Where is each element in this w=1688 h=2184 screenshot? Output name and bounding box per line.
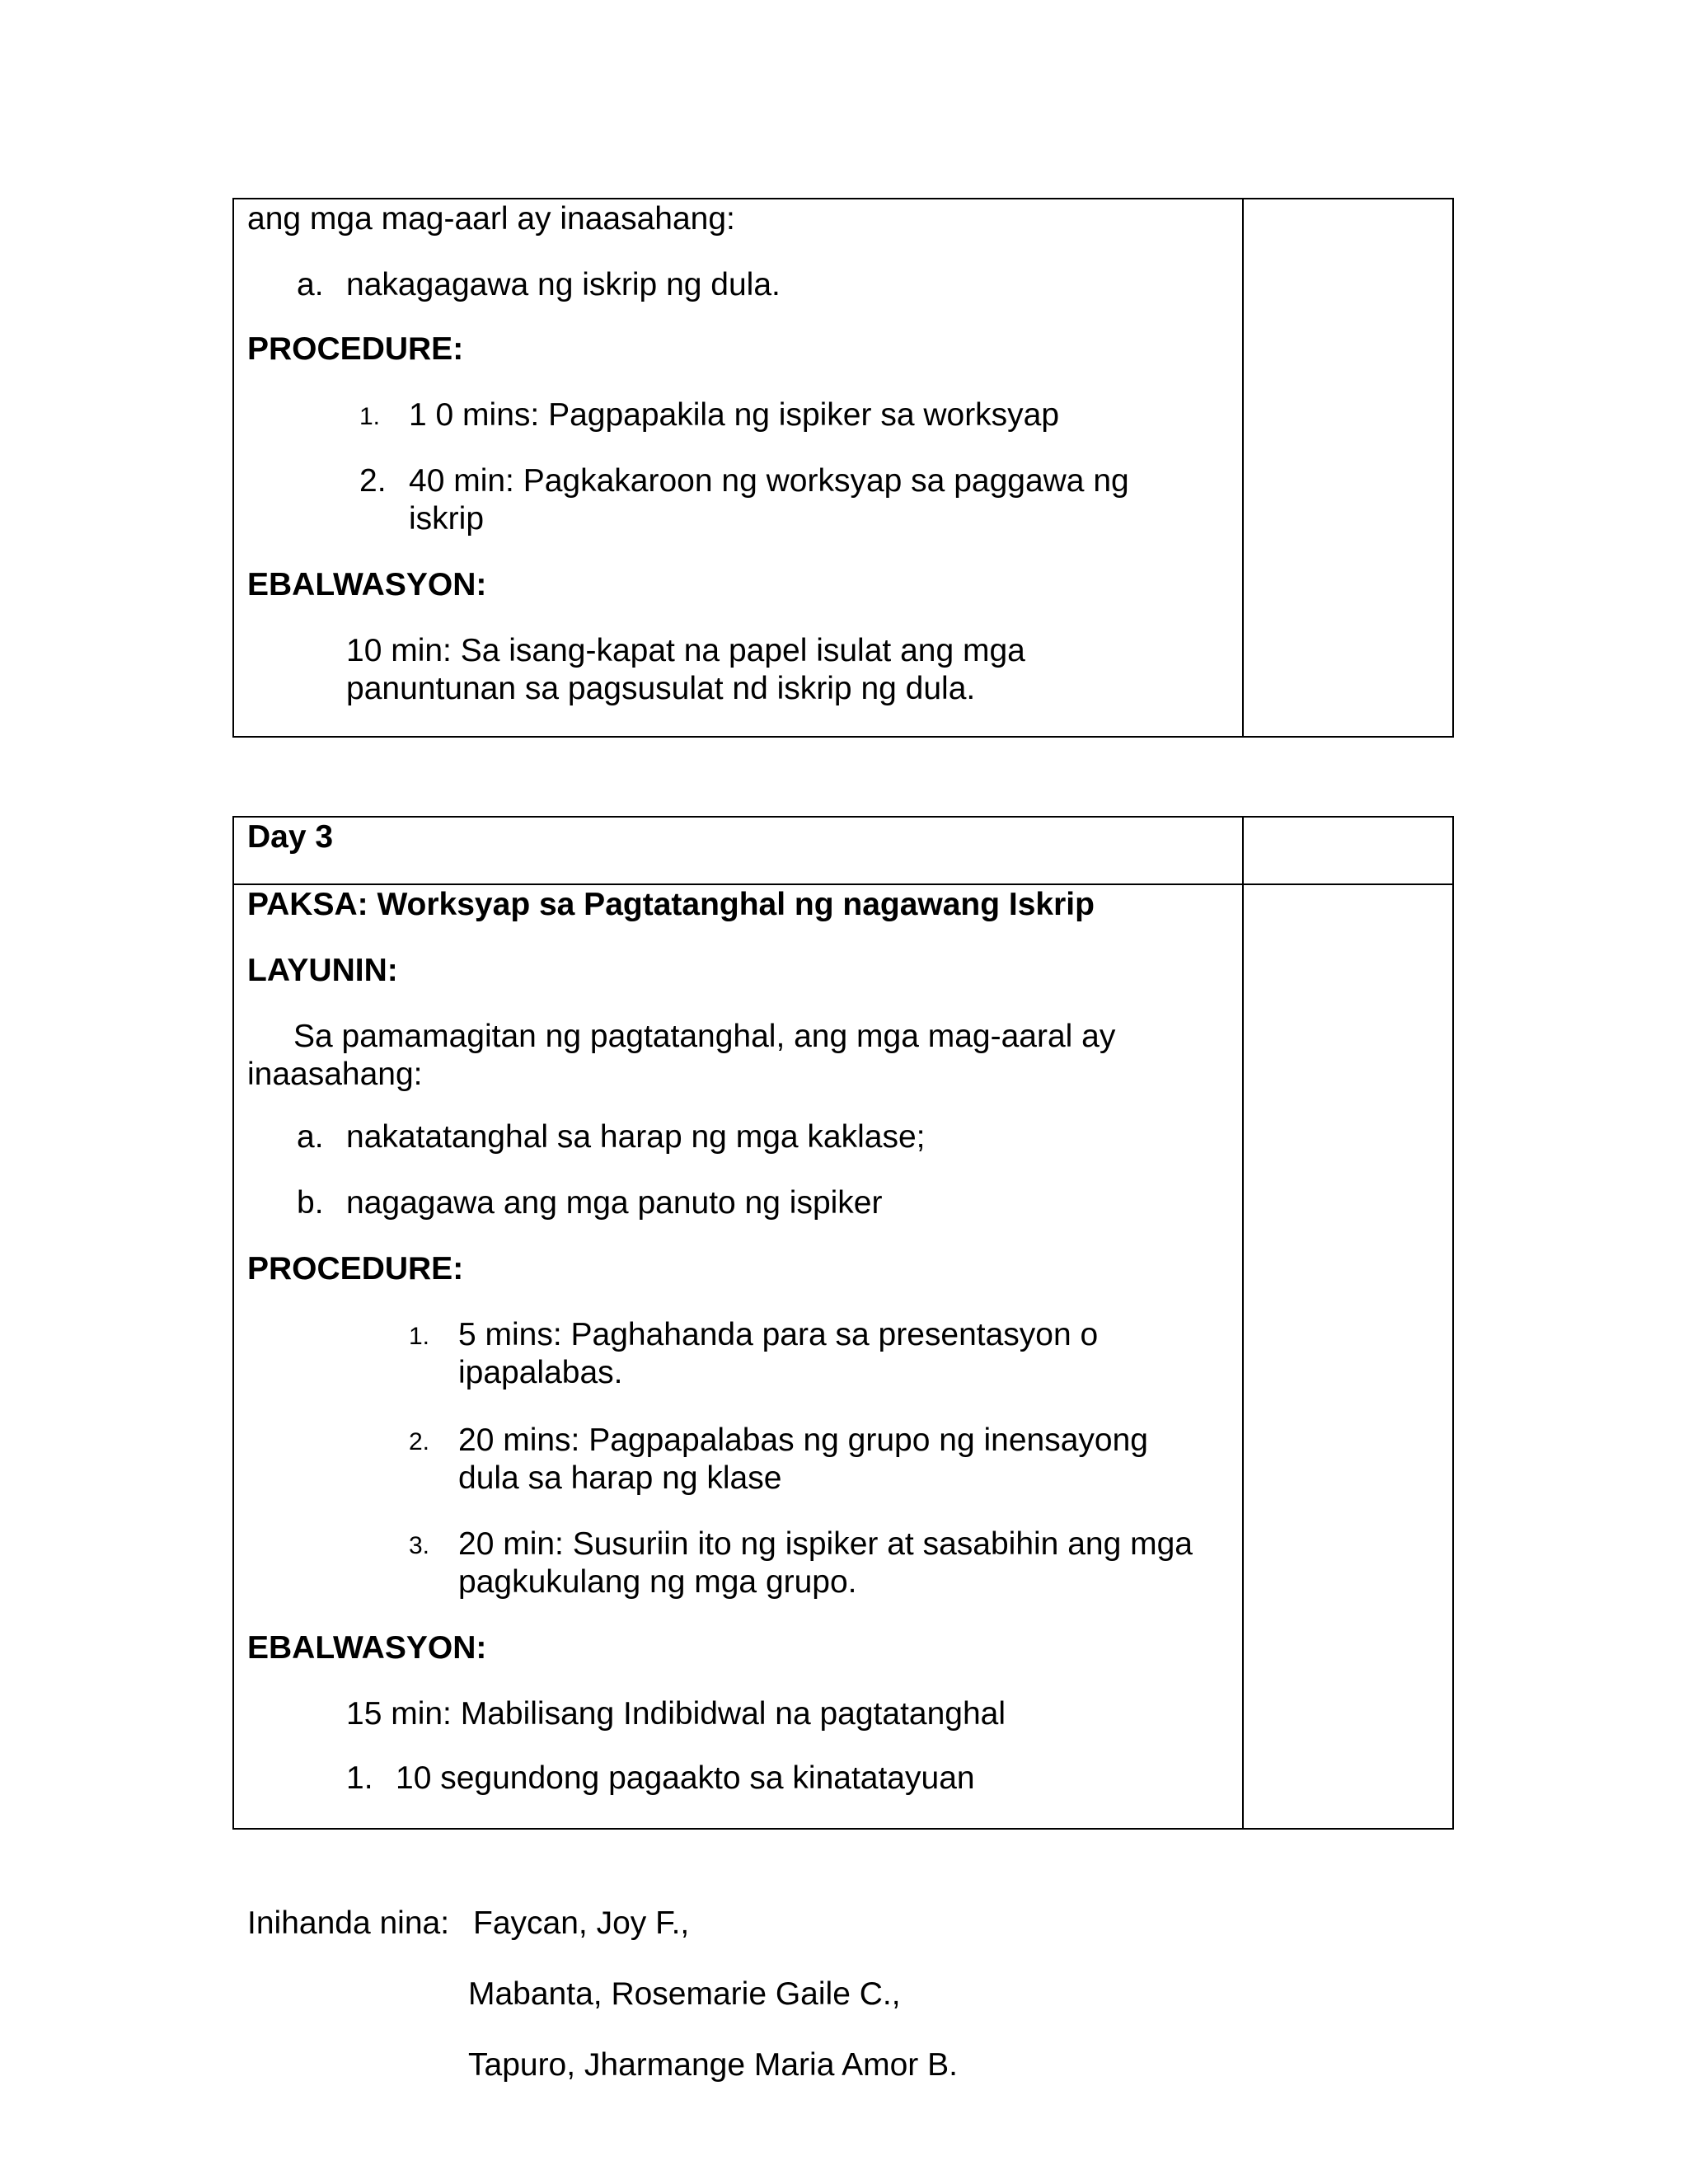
procedure-text: 20 mins: Pagpapalabas ng grupo ng inensayong	[458, 1422, 1148, 1458]
procedure-marker: 2.	[409, 1428, 430, 1455]
procedure-heading: PROCEDURE:	[247, 331, 464, 367]
objective-intro: Sa pamamagitan ng pagtatanghal, ang mga mag-aaral ay	[293, 1019, 1116, 1054]
procedure-marker: 1.	[409, 1323, 430, 1350]
objective-heading: LAYUNIN:	[247, 953, 398, 988]
lesson-table-day2	[232, 198, 1454, 738]
procedure-text: 20 min: Susuriin ito ng ispiker at sasabihin ang mga	[458, 1526, 1193, 1562]
lesson-table-day3	[232, 816, 1454, 1830]
objective-marker: a.	[297, 267, 324, 302]
evaluation-marker: 1.	[346, 1760, 373, 1796]
objective-intro: ang mga mag-aarl ay inaasahang:	[247, 201, 735, 237]
evaluation-text: panuntunan sa pagsusulat nd iskrip ng dula.	[346, 671, 976, 706]
procedure-marker: 2.	[359, 463, 387, 499]
procedure-text: dula sa harap ng klase	[458, 1460, 782, 1496]
preparer-name: Faycan, Joy F.,	[473, 1905, 690, 1941]
topic-title: PAKSA: Worksyap sa Pagtatanghal ng nagawang Iskrip	[247, 887, 1095, 922]
evaluation-text: 15 min: Mabilisang Indibidwal na pagtatanghal	[346, 1696, 1006, 1732]
procedure-text: ipapalabas.	[458, 1355, 623, 1390]
procedure-text: 40 min: Pagkakaroon ng worksyap sa paggawa ng	[409, 463, 1129, 499]
objective-marker: a.	[297, 1119, 324, 1155]
evaluation-item-text: 10 segundong pagaakto sa kinatatayuan	[396, 1760, 975, 1796]
procedure-text: 5 mins: Paghahanda para sa presentasyon o	[458, 1317, 1099, 1352]
prepared-by-label: Inihanda nina:	[247, 1905, 450, 1941]
procedure-heading: PROCEDURE:	[247, 1251, 464, 1286]
column-divider	[1242, 818, 1244, 1828]
procedure-text: 1 0 mins: Pagpapakila ng ispiker sa worksyap	[409, 397, 1060, 433]
objective-text: nakatatanghal sa harap ng mga kaklase;	[346, 1119, 926, 1155]
objective-text: nakagagawa ng iskrip ng dula.	[346, 267, 781, 302]
evaluation-heading: EBALWASYON:	[247, 1630, 487, 1666]
column-divider	[1242, 199, 1244, 736]
evaluation-heading: EBALWASYON:	[247, 567, 487, 602]
procedure-text: iskrip	[409, 501, 485, 537]
procedure-marker: 1.	[359, 403, 381, 430]
objective-text: nagagawa ang mga panuto ng ispiker	[346, 1185, 883, 1221]
procedure-marker: 3.	[409, 1532, 430, 1559]
objective-intro: inaasahang:	[247, 1057, 423, 1092]
procedure-text: pagkukulang ng mga grupo.	[458, 1564, 857, 1600]
preparer-name: Mabanta, Rosemarie Gaile C.,	[468, 1976, 901, 2012]
objective-marker: b.	[297, 1185, 324, 1221]
evaluation-text: 10 min: Sa isang-kapat na papel isulat ang mga	[346, 633, 1025, 668]
preparer-name: Tapuro, Jharmange Maria Amor B.	[468, 2047, 958, 2083]
day-label: Day 3	[247, 819, 334, 855]
